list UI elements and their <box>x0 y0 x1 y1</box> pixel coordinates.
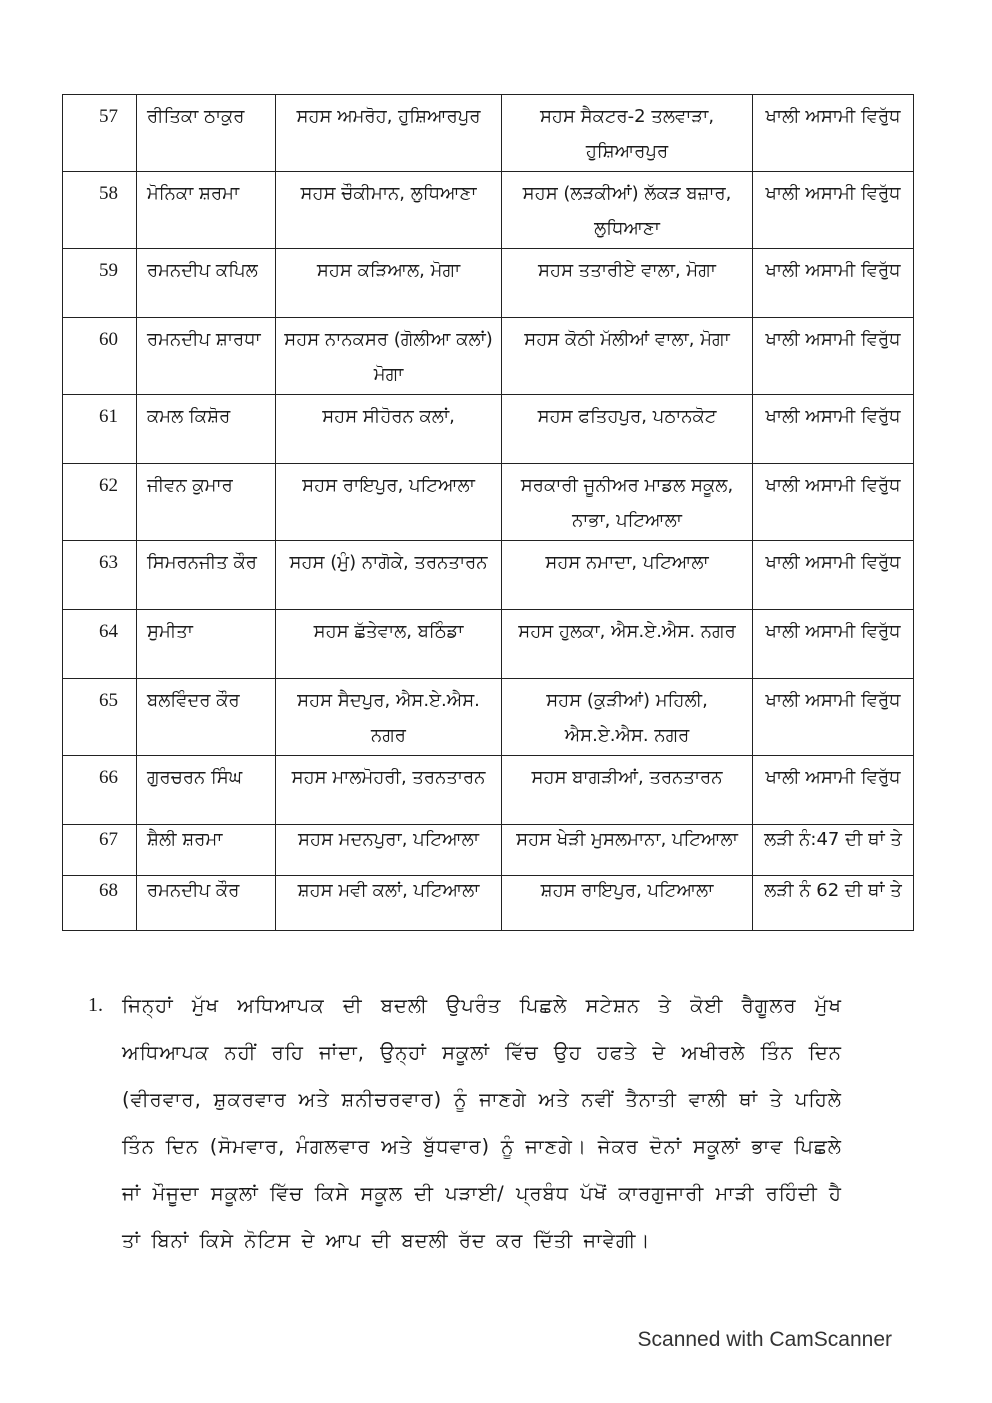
remarks: ਖਾਲੀ ਅਸਾਮੀ ਵਿਰੁੱਧ <box>753 172 914 249</box>
to-school: ਸਰਕਾਰੀ ਜੂਨੀਅਰ ਮਾਡਲ ਸਕੂਲ, ਨਾਭਾ, ਪਟਿਆਲਾ <box>502 464 753 541</box>
to-school: ਸਹਸ ਸੈਕਟਰ-2 ਤਲਵਾੜਾ, ਹੁਸ਼ਿਆਰਪੁਰ <box>502 95 753 172</box>
serial-number: 57 <box>63 95 137 172</box>
table-row <box>63 249 914 318</box>
from-school: ਸਹਸ ਮਾਲਮੋਹਰੀ, ਤਰਨਤਾਰਨ <box>276 756 502 825</box>
from-school: ਸਹਸ (ਮੁੰ) ਨਾਗੋਕੇ, ਤਰਨਤਾਰਨ <box>276 541 502 610</box>
table-row <box>63 610 914 679</box>
remarks: ਖਾਲੀ ਅਸਾਮੀ ਵਿਰੁੱਧ <box>753 610 914 679</box>
serial-number: 64 <box>63 610 137 679</box>
camscanner-watermark: Scanned with CamScanner <box>637 1328 892 1351</box>
teacher-name: ਰਮਨਦੀਪ ਕੌਰ <box>137 876 276 931</box>
remarks: ਖਾਲੀ ਅਸਾਮੀ ਵਿਰੁੱਧ <box>753 679 914 756</box>
from-school: ਸਹਸ ਰਾਇਪੁਰ, ਪਟਿਆਲਾ <box>276 464 502 541</box>
teacher-name: ਸਿਮਰਨਜੀਤ ਕੌਰ <box>137 541 276 610</box>
from-school: ਸਹਸ ਨਾਨਕਸਰ (ਗੋਲੀਆ ਕਲਾਂ) ਮੋਗਾ <box>276 318 502 395</box>
to-school: ਸਹਸ ਹੁਲਕਾ, ਐਸ.ਏ.ਐਸ. ਨਗਰ <box>502 610 753 679</box>
from-school: ਸਹਸ ਮਦਨਪੁਰਾ, ਪਟਿਆਲਾ <box>276 825 502 876</box>
from-school: ਸਹਸ ਕੜਿਆਲ, ਮੋਗਾ <box>276 249 502 318</box>
table-row <box>63 95 914 172</box>
table-row <box>63 876 914 931</box>
to-school: ਸਹਸ ਫਤਿਹਪੁਰ, ਪਠਾਨਕੋਟ <box>502 395 753 464</box>
to-school: ਸਹਸ ਨਮਾਦਾ, ਪਟਿਆਲਾ <box>502 541 753 610</box>
from-school: ਸਹਸ ਸੀਹੋਰਨ ਕਲਾਂ, <box>276 395 502 464</box>
table-row <box>63 464 914 541</box>
serial-number: 60 <box>63 318 137 395</box>
table-row <box>63 756 914 825</box>
table-row <box>63 541 914 610</box>
remarks: ਲੜੀ ਨੰ:47 ਦੀ ਥਾਂ ਤੇ <box>753 825 914 876</box>
teacher-name: ਕਮਲ ਕਿਸ਼ੋਰ <box>137 395 276 464</box>
note-number: 1. <box>88 994 103 1016</box>
from-school: ਸਹਸ ਚੌਕੀਮਾਨ, ਲੁਧਿਆਣਾ <box>276 172 502 249</box>
serial-number: 62 <box>63 464 137 541</box>
to-school: ਸਹਸ ਬਾਗੜੀਆਂ, ਤਰਨਤਾਰਨ <box>502 756 753 825</box>
from-school: ਸਹਸ ਸੈਦਪੁਰ, ਐਸ.ਏ.ਐਸ. ਨਗਰ <box>276 679 502 756</box>
table-row <box>63 679 914 756</box>
remarks: ਖਾਲੀ ਅਸਾਮੀ ਵਿਰੁੱਧ <box>753 464 914 541</box>
remarks: ਖਾਲੀ ਅਸਾਮੀ ਵਿਰੁੱਧ <box>753 249 914 318</box>
serial-number: 66 <box>63 756 137 825</box>
to-school: ਸਹਸ (ਲੜਕੀਆਂ) ਲੱਕੜ ਬਜ਼ਾਰ, ਲੁਧਿਆਣਾ <box>502 172 753 249</box>
remarks: ਖਾਲੀ ਅਸਾਮੀ ਵਿਰੁੱਧ <box>753 95 914 172</box>
table-row <box>63 172 914 249</box>
remarks: ਖਾਲੀ ਅਸਾਮੀ ਵਿਰੁੱਧ <box>753 541 914 610</box>
teacher-name: ਜੀਵਨ ਕੁਮਾਰ <box>137 464 276 541</box>
serial-number: 65 <box>63 679 137 756</box>
transfer-table <box>62 94 914 931</box>
to-school: ਸ਼ਹਸ ਰਾਇਪੁਰ, ਪਟਿਆਲਾ <box>502 876 753 931</box>
teacher-name: ਰੀਤਿਕਾ ਠਾਕੁਰ <box>137 95 276 172</box>
teacher-name: ਰਮਨਦੀਪ ਸ਼ਾਰਧਾ <box>137 318 276 395</box>
teacher-name: ਮੋਨਿਕਾ ਸ਼ਰਮਾ <box>137 172 276 249</box>
note-paragraph: ਜਿਨ੍ਹਾਂ ਮੁੱਖ ਅਧਿਆਪਕ ਦੀ ਬਦਲੀ ਉਪਰੰਤ ਪਿਛਲੇ ਸਟੇਸ਼ਨ ਤੇ ਕੋਈ ਰੈਗੂਲਰ ਮੁੱਖ ਅਧਿਆਪਕ ਨਹੀਂ ਰਹਿ ਜਾਂਦਾ, ਉਨ੍ਹਾਂ ਸਕੂਲਾਂ ਵਿੱਚ ਉਹ ਹਫਤੇ ਦੇ ਅਖੀਰਲੇ ਤਿੰਨ ਦਿਨ (ਵੀਰਵਾਰ, ਸ਼ੁਕਰਵਾਰ ਅਤੇ ਸ਼ਨੀਚਰਵਾਰ) ਨੂੰ ਜਾਣਗੇ ਅਤੇ ਨਵੀਂ ਤੈਨਾਤੀ ਵਾਲੀ ਥਾਂ ਤੇ ਪਹਿਲੇ ਤਿੰਨ ਦਿਨ (ਸੋਮਵਾਰ, ਮੰਗਲਵਾਰ ਅਤੇ ਬੁੱਧਵਾਰ) ਨੂੰ ਜਾਣਗੇ। ਜੇਕਰ ਦੋਨਾਂ ਸਕੂਲਾਂ ਭਾਵ ਪਿਛਲੇ ਜਾਂ ਮੌਜੂਦਾ ਸਕੂਲਾਂ ਵਿੱਚ ਕਿਸੇ ਸਕੂਲ ਦੀ ਪੜਾਈ/ ਪ੍ਰਬੰਧ ਪੱਖੋਂ ਕਾਰਗੁਜਾਰੀ ਮਾੜੀ ਰਹਿੰਦੀ ਹੈ ਤਾਂ ਬਿਨਾਂ ਕਿਸੇ ਨੋਟਿਸ ਦੇ ਆਪ ਦੀ ਬਦਲੀ ਰੱਦ ਕਰ ਦਿੱਤੀ ਜਾਵੇਗੀ। <box>122 994 842 1252</box>
table-row <box>63 318 914 395</box>
serial-number: 59 <box>63 249 137 318</box>
serial-number: 68 <box>63 876 137 931</box>
teacher-name: ਗੁਰਚਰਨ ਸਿੰਘ <box>137 756 276 825</box>
teacher-name: ਬਲਵਿੰਦਰ ਕੌਰ <box>137 679 276 756</box>
to-school: ਸਹਸ ਤਤਾਰੀਏ ਵਾਲਾ, ਮੋਗਾ <box>502 249 753 318</box>
from-school: ਸਹਸ ਛੱਤੇਵਾਲ, ਬਠਿੰਡਾ <box>276 610 502 679</box>
to-school: ਸਹਸ ਖੇੜੀ ਮੁਸਲਮਾਨਾ, ਪਟਿਆਲਾ <box>502 825 753 876</box>
remarks: ਖਾਲੀ ਅਸਾਮੀ ਵਿਰੁੱਧ <box>753 756 914 825</box>
teacher-name: ਸ਼ੈਲੀ ਸ਼ਰਮਾ <box>137 825 276 876</box>
to-school: ਸਹਸ ਕੋਠੀ ਮੱਲੀਆਂ ਵਾਲਾ, ਮੋਗਾ <box>502 318 753 395</box>
serial-number: 67 <box>63 825 137 876</box>
table-row <box>63 395 914 464</box>
remarks: ਖਾਲੀ ਅਸਾਮੀ ਵਿਰੁੱਧ <box>753 318 914 395</box>
from-school: ਸ਼ਹਸ ਮਵੀ ਕਲਾਂ, ਪਟਿਆਲਾ <box>276 876 502 931</box>
remarks: ਖਾਲੀ ਅਸਾਮੀ ਵਿਰੁੱਧ <box>753 395 914 464</box>
table-row <box>63 825 914 876</box>
serial-number: 58 <box>63 172 137 249</box>
teacher-name: ਸੁਮੀਤਾ <box>137 610 276 679</box>
remarks: ਲੜੀ ਨੰ 62 ਦੀ ਥਾਂ ਤੇ <box>753 876 914 931</box>
to-school: ਸਹਸ (ਕੁੜੀਆਂ) ਮਹਿਲੀ, ਐਸ.ਏ.ਐਸ. ਨਗਰ <box>502 679 753 756</box>
teacher-name: ਰਮਨਦੀਪ ਕਪਿਲ <box>137 249 276 318</box>
serial-number: 63 <box>63 541 137 610</box>
from-school: ਸਹਸ ਅਮਰੋਹ, ਹੁਸ਼ਿਆਰਪੁਰ <box>276 95 502 172</box>
serial-number: 61 <box>63 395 137 464</box>
